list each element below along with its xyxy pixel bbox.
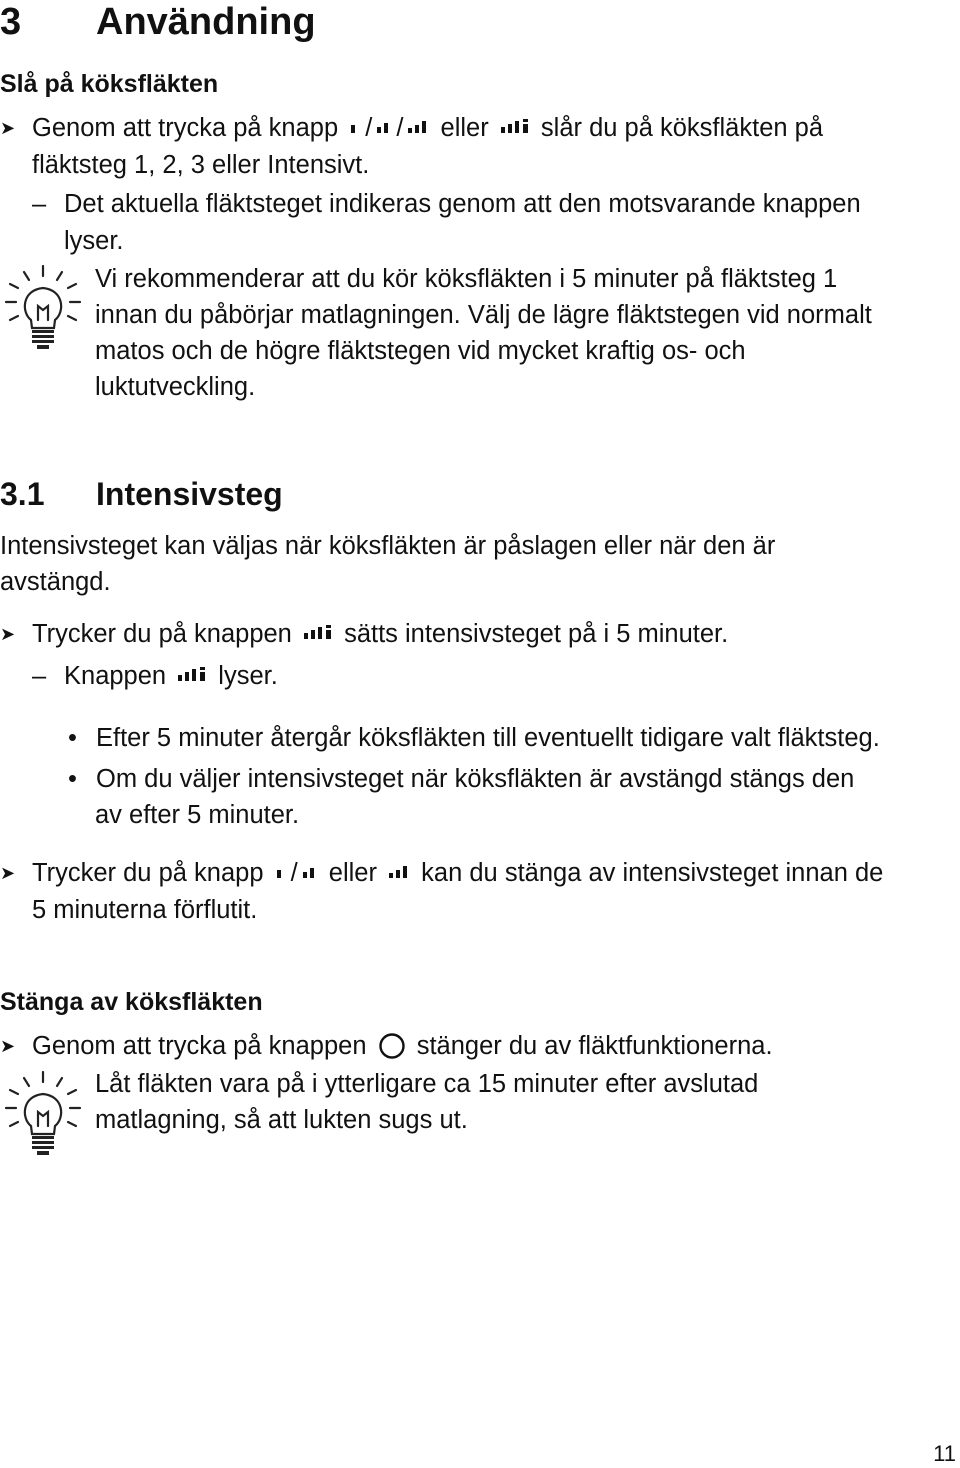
lightbulb-icon xyxy=(4,1068,82,1160)
list-item-line-2: av efter 5 minuter. xyxy=(95,801,300,829)
turn-off-step-1: ➤ Genom att trycka på knappen stänger du av fläktfunktionerna. xyxy=(0,1028,773,1065)
lightbulb-icon xyxy=(4,262,82,354)
fan-level-3-icon xyxy=(406,118,430,138)
power-off-icon xyxy=(377,1032,407,1060)
fan-level-1-icon xyxy=(348,118,362,138)
tip-2-line-1: Låt fläkten vara på i ytterligare ca 15 minuter efter avslutad xyxy=(95,1070,759,1098)
chapter-number: 3 xyxy=(0,1,22,43)
turn-on-step-1-line-2: fläktsteg 1, 2, 3 eller Intensivt. xyxy=(32,151,370,179)
page-number: 11 xyxy=(933,1441,956,1466)
tip-1-line-2: innan du påbörjar matlagningen. Välj de lägre fläktstegen vid normalt xyxy=(95,301,872,329)
section-heading-intensive xyxy=(0,474,283,514)
intensive-step-1: ➤ Trycker du på knappen sätts intensivsteget på i 5 minuter. xyxy=(0,616,728,653)
list-item: • Efter 5 minuter återgår köksfläkten till eventuellt tidigare valt fläktsteg. xyxy=(64,720,880,757)
dash-marker: – xyxy=(32,662,47,690)
chapter-heading xyxy=(0,0,316,44)
fan-level-2-icon xyxy=(375,118,393,138)
step-text: Genom att trycka på knapp xyxy=(32,114,339,142)
bullet-marker: • xyxy=(68,724,77,752)
intensive-intro-line-2: avstängd. xyxy=(0,568,111,596)
fan-level-2-icon xyxy=(301,863,319,883)
bullet-marker: • xyxy=(68,765,77,793)
intensive-step-2-line-2: 5 minuterna förflutit. xyxy=(32,896,258,924)
tip-1-line-3: matos och de högre fläktstegen vid mycket kraftig os- och xyxy=(95,337,746,365)
turn-on-heading: Slå på köksfläkten xyxy=(0,70,219,98)
section-title: Intensivsteg xyxy=(96,476,283,512)
arrow-icon: ➤ xyxy=(0,624,16,644)
turn-on-result: – Det aktuella fläktsteget indikeras genom att den motsvarande knappen xyxy=(32,186,861,223)
fan-level-1-icon xyxy=(274,863,288,883)
turn-off-heading: Stänga av köksfläkten xyxy=(0,988,263,1016)
tip-2-line-2: matlagning, så att lukten sugs ut. xyxy=(95,1106,468,1134)
fan-intensive-icon xyxy=(302,622,334,644)
tip-1-line-1: Vi rekommenderar att du kör köksfläkten i 5 minuter på fläktsteg 1 xyxy=(95,265,838,293)
intensive-intro-line-1: Intensivsteget kan väljas när köksfläkten är påslagen eller när den är xyxy=(0,532,776,560)
turn-on-step-1: ➤ Genom att trycka på knapp / / eller slår du på köksfläkten på xyxy=(0,110,960,147)
section-number: 3.1 xyxy=(0,476,45,512)
fan-intensive-icon xyxy=(499,116,531,138)
intensive-step-2: ➤ Trycker du på knapp / eller kan du stänga av intensivsteget innan de xyxy=(0,855,960,892)
intensive-result: – Knappen lyser. xyxy=(32,658,278,695)
turn-on-result-line-2: lyser. xyxy=(64,227,124,255)
chapter-title: Användning xyxy=(96,1,316,43)
arrow-icon: ➤ xyxy=(0,118,16,138)
fan-intensive-icon xyxy=(176,664,208,686)
arrow-icon: ➤ xyxy=(0,863,16,883)
list-item: • Om du väljer intensivsteget när köksfläkten är avstängd stängs den xyxy=(64,761,854,798)
tip-1-line-4: luktutveckling. xyxy=(95,373,256,401)
arrow-icon: ➤ xyxy=(0,1036,16,1056)
dash-marker: – xyxy=(32,190,47,218)
fan-level-3-icon xyxy=(387,863,411,883)
